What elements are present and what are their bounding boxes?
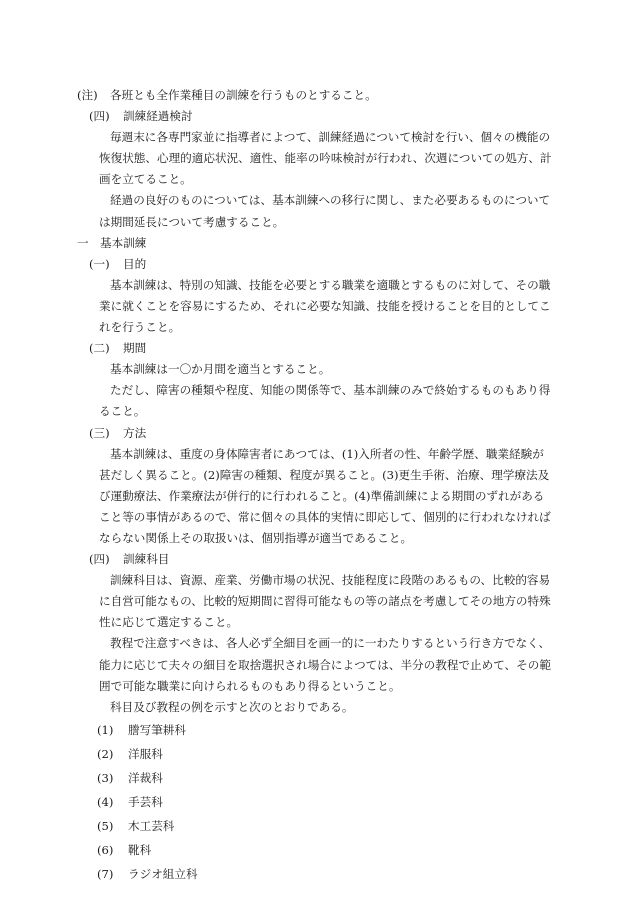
- note-line: [0, 85, 630, 106]
- chapter-label: 一: [77, 235, 89, 250]
- paragraph-line: は期間延長について考慮すること。: [99, 214, 285, 229]
- section-title: 期間: [123, 341, 147, 356]
- item-number: (4): [97, 794, 114, 809]
- section-heading: [0, 254, 630, 275]
- paragraph-line: 囲で可能な職業に向けられるものもあり得るということ。: [99, 678, 401, 693]
- item-number: (3): [97, 770, 114, 785]
- item-name: 木工芸科: [128, 818, 175, 833]
- item-number: (6): [97, 842, 114, 857]
- chapter-title: 基本訓練: [100, 235, 147, 250]
- chapter-heading: [0, 233, 630, 254]
- section-label: (四): [89, 109, 110, 124]
- paragraph-line: ただし、障害の種類や程度、知能の関係等で、基本訓練のみで終始するものもあり得: [110, 383, 551, 398]
- section-title: 方法: [123, 425, 147, 440]
- paragraph-line: れを行うこと。: [99, 320, 181, 335]
- subject-list-item: [0, 742, 630, 766]
- paragraph-line: こと等の事情があるので、常に個々の具体的実情に即応して、個別的に行われなければ: [99, 509, 551, 524]
- paragraph-line: 甚だしく異ること。(2)障害の種類、程度が異ること。(3)更生手術、治療、理学療法及: [99, 467, 550, 482]
- section-label: (四): [89, 552, 110, 567]
- subject-list-item: [0, 718, 630, 742]
- document-page: [0, 85, 630, 886]
- paragraph-line: 業に就くことを容易にするため、それに必要な知識、技能を授けることを目的としてこ: [99, 298, 551, 313]
- section-label: (一): [89, 256, 110, 271]
- section-heading: [0, 338, 630, 359]
- paragraph-line: 基本訓練は、重度の身体障害者にあつては、(1)入所者の性、年齢学歴、職業経験が: [110, 446, 544, 461]
- paragraph-line: ならない関係上その取扱いは、個別指導が適当であること。: [99, 530, 413, 545]
- item-name: ラジオ組立科: [128, 866, 198, 881]
- item-name: 洋服科: [128, 746, 163, 761]
- section-heading: [0, 106, 630, 127]
- section-title: 訓練経過検討: [123, 109, 193, 124]
- item-number: (1): [97, 722, 114, 737]
- paragraph-line: 恢復状態、心理的適応状況、適性、能率の吟味検討が行われ、次週についての処方、計: [99, 151, 552, 166]
- section-heading: [0, 423, 630, 444]
- note-label: (注): [77, 88, 98, 102]
- paragraph-line: 基本訓練は一〇か月間を適当とすること。: [110, 362, 331, 377]
- section-title: 目的: [123, 256, 147, 271]
- paragraph-line: 基本訓練は、特別の知識、技能を必要とする職業を適職とするものに対して、その職: [110, 277, 551, 292]
- subject-list-item: [0, 790, 630, 814]
- item-number: (2): [97, 746, 114, 761]
- subject-list-item: [0, 814, 630, 838]
- section-label: (二): [89, 341, 110, 356]
- paragraph-line: 画を立てること。: [99, 172, 192, 187]
- paragraph-line: に自営可能なもの、比較的短期間に習得可能なもの等の諸点を考慮してその地方の特殊: [99, 594, 551, 609]
- paragraph-line: 毎週末に各専門家並に指導者によつて、訓練経過について検討を行い、個々の機能の: [110, 130, 551, 145]
- item-name: 謄写筆耕科: [128, 722, 186, 737]
- section-heading: [0, 549, 630, 570]
- paragraph-line: 経過の良好のものについては、基本訓練への移行に関し、また必要あるものについて: [110, 193, 551, 208]
- paragraph-line: 能力に応じて夫々の細目を取捨選択され場合によつては、半分の教程で止めて、その範: [99, 657, 551, 672]
- subject-list-item: [0, 862, 630, 886]
- item-name: 手芸科: [128, 794, 163, 809]
- item-name: 洋裁科: [128, 770, 163, 785]
- item-number: (5): [97, 818, 114, 833]
- paragraph-line: 訓練科目は、資源、産業、労働市場の状況、技能程度に段階のあるもの、比較的容易: [110, 573, 551, 588]
- item-number: (7): [97, 866, 114, 881]
- paragraph-line: び運動療法、作業療法が併行的に行われること。(4)準備訓練による期間のずれがある: [99, 488, 545, 503]
- paragraph-line: 教程で注意すべきは、各人必ず全細目を画一的に一わたりするという行き方でなく、: [110, 636, 551, 651]
- subject-list-item: [0, 838, 630, 862]
- paragraph-line: 科目及び教程の例を示すと次のとおりである。: [110, 699, 354, 714]
- section-title: 訓練科目: [123, 552, 170, 567]
- item-name: 靴科: [128, 842, 152, 857]
- paragraph-line: ること。: [99, 404, 146, 419]
- subject-list-item: [0, 766, 630, 790]
- note-text: 各班とも全作業種目の訓練を行うものとすること。: [110, 88, 377, 102]
- section-label: (三): [89, 425, 110, 440]
- paragraph-line: 性に応じて選定すること。: [99, 615, 239, 630]
